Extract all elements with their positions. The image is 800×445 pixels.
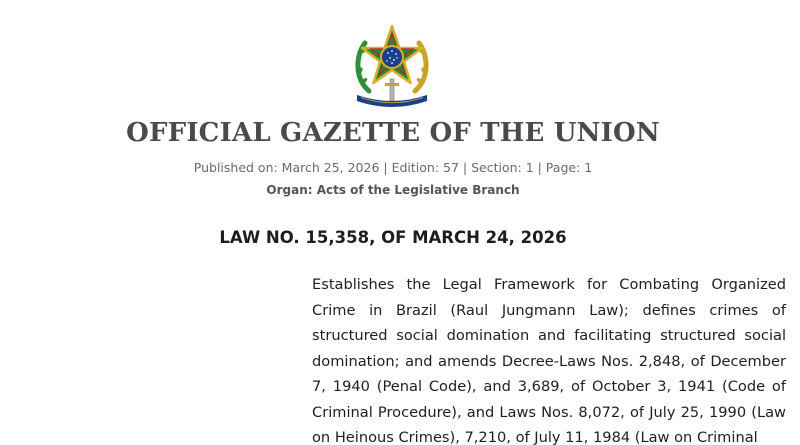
law-title: LAW NO. 15,358, OF MARCH 24, 2026 bbox=[219, 228, 567, 247]
law-summary: Establishes the Legal Framework for Combating Organized Crime in Brazil (Raul Jungmann Law); defines crimes of structured social domination and facilitating structured social domination; and amends Decree-Laws Nos. 2,848, of December 7, 1940 (Penal Code), and 3,689, of October 3, 1941 (Code of Criminal Procedure), and Laws Nos. 8,072, of July 25, 1990 (Law on Heinous Crimes), 7,210, of July 11, 1984 (Law on Criminal bbox=[312, 276, 786, 445]
gazette-title: OFFICIAL GAZETTE OF THE UNION bbox=[126, 118, 660, 148]
publication-info: Published on: March 25, 2026 | Edition: 57 | Section: 1 | Page: 1 bbox=[193, 160, 593, 175]
issuing-organ: Organ: Acts of the Legislative Branch bbox=[266, 183, 520, 197]
brazil-coat-of-arms-icon bbox=[349, 21, 435, 107]
